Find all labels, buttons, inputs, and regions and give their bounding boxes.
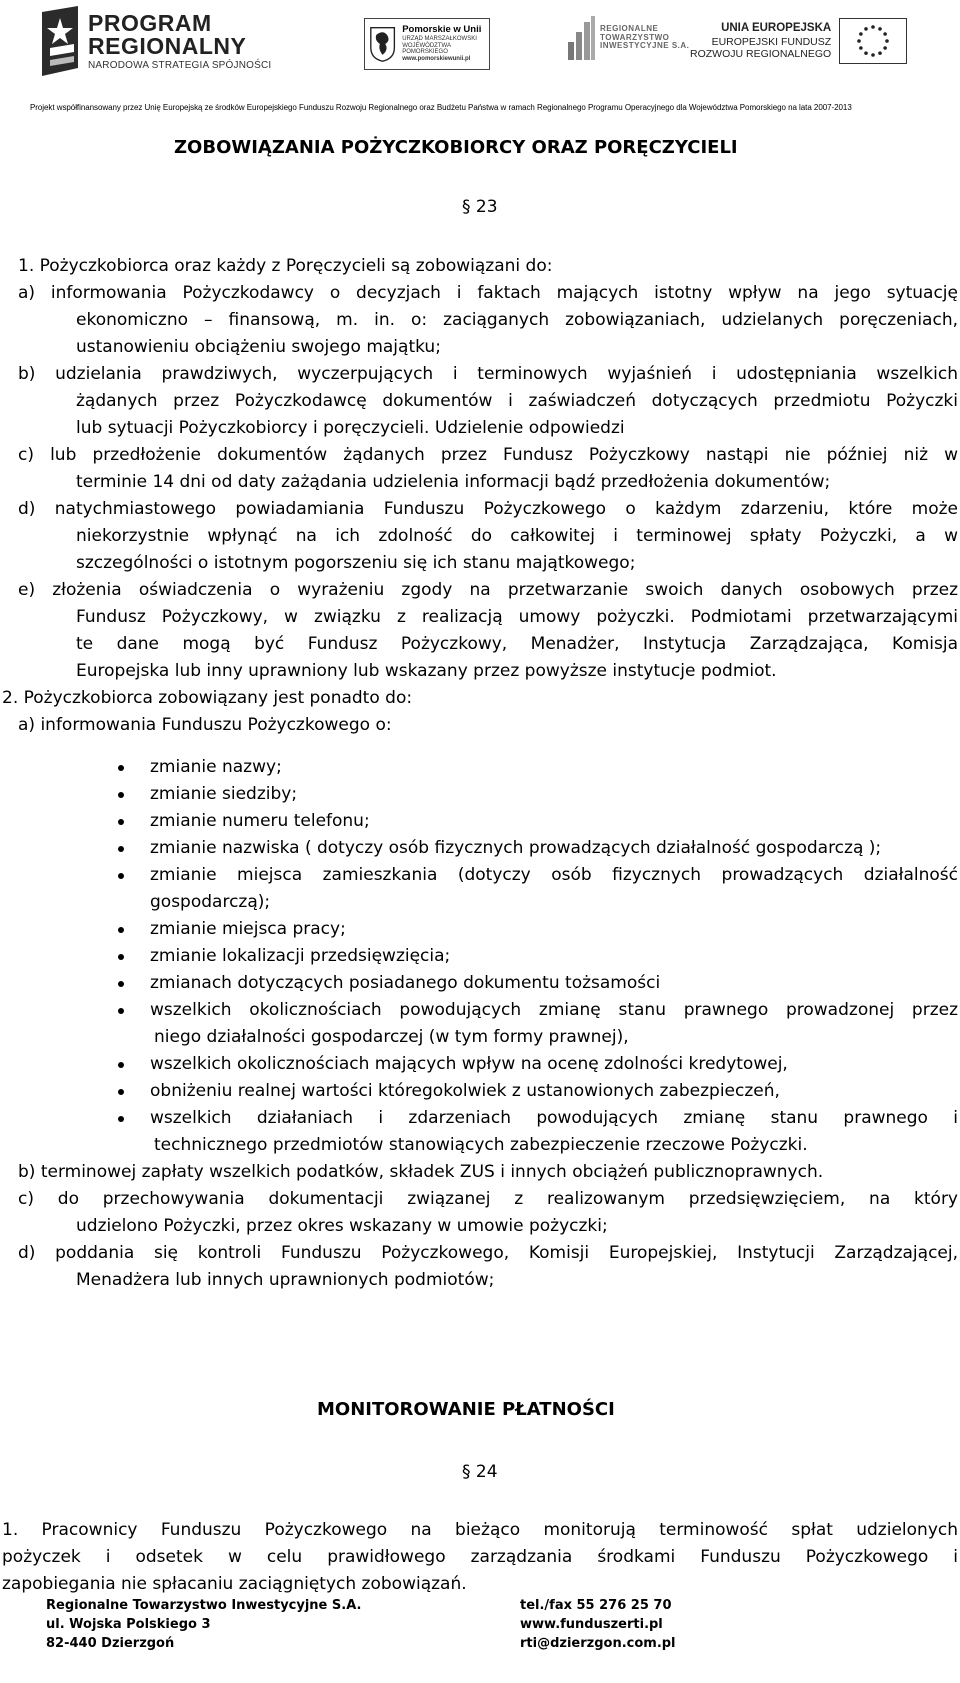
- monitoring-line: zapobiegania nie spłacaniu zaciągniętych zobowiązań.: [2, 1574, 467, 1594]
- logo-pom-line1: Pomorskie w Unii: [402, 23, 482, 35]
- eu-flag-icon: [839, 18, 907, 64]
- bullet-icon: [118, 1116, 124, 1122]
- list-line: d) natychmiastowego powiadamiania Funduszu Pożyczkowego o każdym zdarzeniu, które może: [18, 499, 958, 519]
- footer-street: ul. Wojska Polskiego 3: [46, 1617, 211, 1632]
- list-line: terminie 14 dni od daty zażądania udzielenia informacji bądź przedłożenia dokumentów;: [76, 472, 831, 492]
- list-line: a) informowania Pożyczkodawcy o decyzjach i faktach mających istotny wpływ na jego sytuację: [18, 283, 958, 303]
- list-line: te dane mogą być Fundusz Pożyczkowy, Menadżer, Instytucja Zarządzająca, Komisja: [76, 634, 958, 654]
- list-line: a) informowania Funduszu Pożyczkowego o:: [18, 715, 392, 735]
- footer-city: 82-440 Dzierzgoń: [46, 1636, 175, 1651]
- list-line: niekorzystnie wpłynąć na ich zdolność do całkowitej i terminowej spłaty Pożyczki, a w: [76, 526, 958, 546]
- bullet-item: gospodarczą);: [150, 892, 271, 912]
- section-title-monitoring: MONITOROWANIE PŁATNOŚCI: [317, 1399, 615, 1420]
- bullet-icon: [118, 819, 124, 825]
- list-line: e) złożenia oświadczenia o wyrażeniu zgody na przetwarzanie swoich danych osobowych przez: [18, 580, 958, 600]
- logo-ue-line2: EUROPEJSKI FUNDUSZ: [711, 35, 832, 48]
- logo-pom-line4: www.pomorskiewunii.pl: [402, 56, 471, 63]
- list-line: c) lub przedłożenie dokumentów żądanych przez Fundusz Pożyczkowy nastąpi nie później niż w: [18, 445, 958, 465]
- list-line: Europejska lub inny uprawniony lub wskazany przez powyższe instytucje podmiot.: [76, 661, 777, 681]
- logo-pom-line2: URZĄD MARSZAŁKOWSKI: [402, 35, 477, 42]
- monitoring-line: 1. Pracownicy Funduszu Pożyczkowego na bieżąco monitorują terminowość spłat udzielonych: [2, 1520, 958, 1540]
- bullet-icon: [118, 981, 124, 987]
- bullet-item: wszelkich działaniach i zdarzeniach powodujących zmianę stanu prawnego i: [150, 1108, 958, 1128]
- cofinancing-note: Projekt współfinansowany przez Unię Europejską ze środków Europejskiego Funduszu Rozwoju Regionalnego oraz Budżetu Państwa w ramach Regionalnego Programu Operacyjnego dla Województwa Pomorskiego na lata 2007-2013: [30, 103, 852, 112]
- logo-pom-line3: WOJEWÓDZTWA POMORSKIEGO: [402, 42, 451, 56]
- paragraph-number-24: § 24: [462, 1462, 498, 1482]
- program-regionalny-logo: [38, 4, 271, 78]
- list-line: d) poddania się kontroli Funduszu Pożyczkowego, Komisji Europejskiej, Instytucji Zarządzającej,: [18, 1243, 958, 1263]
- numbered-item: 2. Pożyczkobiorca zobowiązany jest ponadto do:: [2, 688, 413, 708]
- bullet-icon: [118, 954, 124, 960]
- list-line: szczególności o istotnym pogorszeniu się ich stanu majątkowego;: [76, 553, 636, 573]
- bullet-item: zmianach dotyczących posiadanego dokumentu tożsamości: [150, 973, 661, 993]
- logo-pr-line3: NARODOWA STRATEGIA SPÓJNOŚCI: [88, 59, 272, 71]
- bullet-item: zmianie nazwy;: [150, 757, 282, 777]
- logo-rti-line1: REGIONALNE: [600, 24, 659, 34]
- bullet-item: zmianie lokalizacji przedsięwzięcia;: [150, 946, 451, 966]
- bullet-item: wszelkich okolicznościach mających wpływ na ocenę zdolności kredytowej,: [150, 1054, 788, 1074]
- bullet-icon: [118, 1062, 124, 1068]
- bullet-item: technicznego przedmiotów stanowiących zabezpieczenie rzeczowe Pożyczki.: [154, 1135, 808, 1155]
- bullet-item: zmianie miejsca zamieszkania (dotyczy osób fizycznych prowadzących działalność: [150, 865, 958, 885]
- bullet-item: zmianie nazwiska ( dotyczy osób fizycznych prowadzących działalność gospodarczą );: [150, 838, 882, 858]
- logo-pr-line2: REGIONALNY: [88, 32, 247, 59]
- footer-company: Regionalne Towarzystwo Inwestycyjne S.A.: [46, 1598, 362, 1613]
- bullet-icon: [118, 873, 124, 879]
- list-line: ekonomiczno – finansową, m. in. o: zaciąganych zobowiązaniach, udzielanych poręczeniach,: [76, 310, 958, 330]
- bullet-item: zmianie numeru telefonu;: [150, 811, 370, 831]
- flag-star-icon: [38, 4, 82, 78]
- numbered-item: 1. Pożyczkobiorca oraz każdy z Poręczycieli są zobowiązani do:: [18, 256, 553, 276]
- footer-phone: tel./fax 55 276 25 70: [520, 1598, 672, 1613]
- list-line: żądanych przez Pożyczkodawcę dokumentów i zaświadczeń dotyczących przedmiotu Pożyczki: [76, 391, 958, 411]
- section-title-obligations: ZOBOWIĄZANIA POŻYCZKOBIORCY ORAZ PORĘCZYCIELI: [174, 137, 738, 158]
- list-line: ustanowieniu obciążeniu swojego majątku;: [76, 337, 441, 357]
- monitoring-line: pożyczek i odsetek w celu prawidłowego zarządzania środkami Funduszu Pożyczkowego i: [2, 1547, 958, 1567]
- bullet-icon: [118, 1089, 124, 1095]
- list-line: Fundusz Pożyczkowy, w związku z realizacją umowy pożyczki. Podmiotami przetwarzającymi: [76, 607, 958, 627]
- bullet-icon: [118, 927, 124, 933]
- rti-logo: [566, 14, 689, 62]
- bullet-icon: [118, 792, 124, 798]
- footer-web[interactable]: www.funduszerti.pl: [520, 1617, 663, 1632]
- logo-pr-line1: PROGRAM: [88, 9, 212, 36]
- list-line: lub sytuacji Pożyczkobiorcy i poręczycieli. Udzielenie odpowiedzi: [76, 418, 625, 438]
- list-line: b) udzielania prawdziwych, wyczerpujących i terminowych wyjaśnień i udostępniania wszelkich: [18, 364, 958, 384]
- pomorskie-logo: [364, 18, 490, 70]
- griffin-crest-icon: [369, 24, 396, 64]
- list-line: b) terminowej zapłaty wszelkich podatków, składek ZUS i innych obciążeń publicznoprawnych.: [18, 1162, 824, 1182]
- bars-icon: [566, 14, 596, 62]
- bullet-item: obniżeniu realnej wartości któregokolwiek z ustanowionych zabezpieczeń,: [150, 1081, 780, 1101]
- list-line: udzielono Pożyczki, przez okres wskazany w umowie pożyczki;: [76, 1216, 608, 1236]
- logo-ue-line3: ROZWOJU REGIONALNEGO: [690, 47, 832, 60]
- logo-rti-line2: TOWARZYSTWO: [600, 32, 670, 42]
- footer-email[interactable]: rti@dzierzgon.com.pl: [520, 1636, 676, 1651]
- bullet-icon: [118, 846, 124, 852]
- bullet-item: wszelkich okolicznościach powodujących zmianę stanu prawnego prowadzonej przez: [150, 1000, 958, 1020]
- paragraph-number-23: § 23: [462, 197, 498, 217]
- header-logos: [0, 0, 960, 96]
- bullet-item: zmianie miejsca pracy;: [150, 919, 346, 939]
- eu-logo: [690, 18, 907, 64]
- bullet-item: niego działalności gospodarczej (w tym formy prawnej),: [154, 1027, 629, 1047]
- bullet-icon: [118, 1008, 124, 1014]
- bullet-icon: [118, 765, 124, 771]
- logo-rti-line3: INWESTYCYJNE S.A.: [600, 41, 690, 51]
- logo-ue-line1: UNIA EUROPEJSKA: [721, 22, 832, 35]
- list-line: Menadżera lub innych uprawnionych podmiotów;: [76, 1270, 495, 1290]
- bullet-item: zmianie siedziby;: [150, 784, 298, 804]
- list-line: c) do przechowywania dokumentacji związanej z realizowanym przedsięwzięciem, na który: [18, 1189, 958, 1209]
